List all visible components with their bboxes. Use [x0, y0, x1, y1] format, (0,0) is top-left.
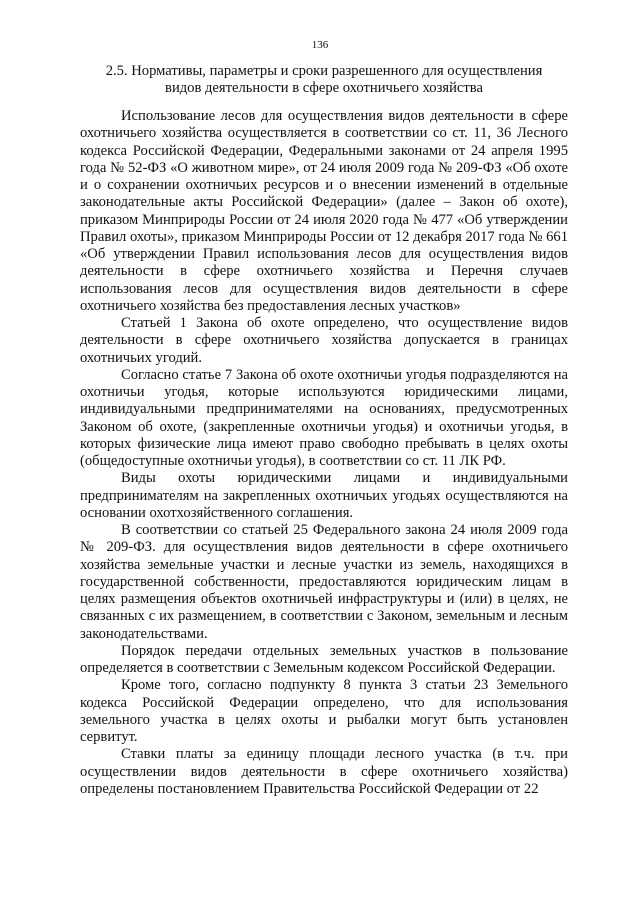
section-title: [80, 63, 568, 97]
paragraph-easement: Кроме того, согласно подпункту 8 пункта 3 статьи 23 Земельного кодекса Российской Федерации определено, что для использования земельного участка в целях охоты и рыбалки могут быть установлен сервитут.: [80, 677, 568, 745]
section-title-line-2: видов деятельности в сфере охотничьего хозяйства: [165, 80, 483, 97]
document-body: [80, 108, 568, 798]
paragraph-article-1-hunting-grounds: Статьей 1 Закона об охоте определено, что осуществление видов деятельности в сфере охотничьего хозяйства допускается в границах охотничьих угодий.: [80, 315, 568, 366]
paragraph-land-transfer-order: Порядок передачи отдельных земельных участков в пользование определяется в соответствии с Земельным кодексом Российской Федерации.: [80, 642, 568, 676]
paragraph-article-7-hunting-grounds-types: Согласно статье 7 Закона об охоте охотничьи угодья подразделяются на охотничьи угодья, которые используются юридическими лицами, индивидуальными предпринимателями на основаниях, предусмотренных Законом об охоте, (закрепленные охотничьи угодья) и охотничьи угодья, в которых физические лица имеют право свободно пребывать в целях охоты (общедоступные охотничьи угодья), в соответствии со ст. 11 ЛК РФ.: [80, 366, 568, 469]
section-title-line-1: 2.5. Нормативы, параметры и сроки разрешенного для осуществления: [105, 63, 543, 79]
page-number: 136: [311, 39, 329, 51]
paragraph-article-25-land-plots: В соответствии со статьей 25 Федерального закона 24 июля 2009 года № 209-ФЗ. для осуществления видов деятельности в сфере охотничьего хозяйства земельные участки и лесные участки из земель, находящихся в государственной собственности, предоставляются юридическим лицам в целях размещения объектов охотничьей инфраструктуры и (или) в целях, не связанных с их размещением, в соответствии с Законом, земельным и лесным законодательствами.: [80, 522, 568, 642]
paragraph-hunting-agreement: Виды охоты юридическими лицами и индивидуальными предпринимателям на закрепленных охотничьих угодьях осуществляются на основании охотхозяйственного соглашения.: [80, 470, 568, 521]
paragraph-payment-rates: Ставки платы за единицу площади лесного участка (в т.ч. при осуществлении видов деятельности в сфере охотничьего хозяйства) определены постановлением Правительства Российской Федерации от 22: [80, 746, 568, 797]
paragraph-forest-use-legal-basis: Использование лесов для осуществления видов деятельности в сфере охотничьего хозяйства осуществляется в соответствии со ст. 11, 36 Лесного кодекса Российской Федерации, Федеральными законами от 24 апреля 1995 года № 52-ФЗ «О животном мире», от 24 июля 2009 года № 209-ФЗ «Об охоте и о сохранении охотничьих ресурсов и о внесении изменений в отдельные законодательные акты Российской Федерации» (далее – Закон об охоте), приказом Минприроды России от 24 июля 2020 года № 477 «Об утверждении Правил охоты», приказом Минприроды России от 12 декабря 2017 года № 661 «Об утверждении Правил использования лесов для осуществления видов деятельности в сфере охотничьего хозяйства и Перечня случаев использования лесов для осуществления видов деятельности в сфере охотничьего хозяйства без предоставления лесных участков»: [80, 108, 568, 314]
